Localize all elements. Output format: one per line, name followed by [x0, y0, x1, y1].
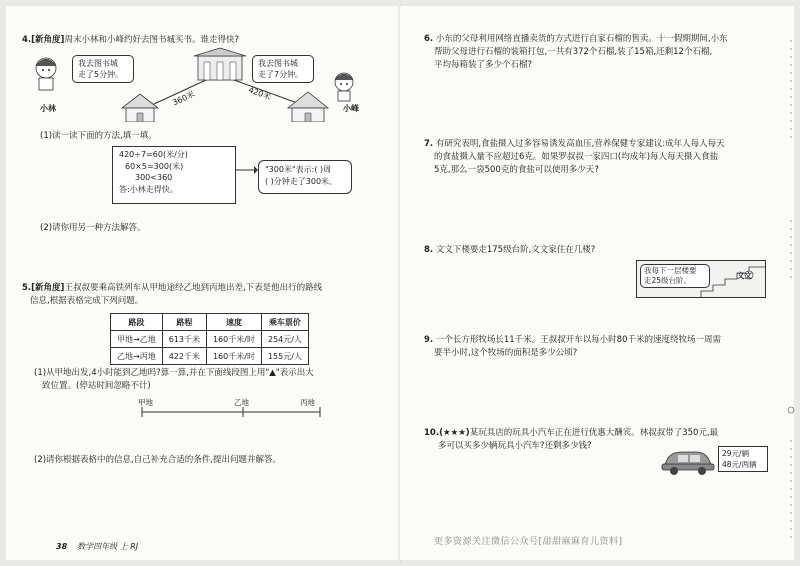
stairs-illustration	[636, 260, 766, 298]
table-row	[111, 348, 309, 365]
table-header: 路段	[111, 314, 163, 331]
question-text-line: 的食盐摄入量不应超过6克。如果罗叔叔一家四口(均成年)每人每天摄入食盐	[434, 152, 719, 162]
table-header-row	[111, 314, 309, 331]
house-right	[288, 92, 328, 122]
table-cell: 613千米	[162, 331, 206, 348]
bubble-feng	[252, 55, 314, 83]
page-edge-marks	[785, 20, 797, 550]
sub-line: 致位置。(停站时间忽略不计)	[42, 381, 151, 391]
segment-diagram	[140, 406, 324, 418]
question-text-line: 某玩具店的玩具小汽车正在进行优惠大酬宾。林叔叔带了350元,最	[469, 428, 719, 438]
question-text-line: 多可以买多少辆玩具小汽车?还剩多少钱?	[438, 441, 592, 451]
table-cell: 160千米/时	[206, 331, 261, 348]
price-single: 29元/辆	[722, 449, 750, 458]
bubble-line: 我去图书城	[258, 59, 298, 68]
table-cell: 甲地→乙地	[111, 331, 163, 348]
method-line: 60×5=300(米)	[125, 161, 184, 171]
question-tag: [新角度]	[31, 283, 65, 293]
fill-blank-box	[258, 160, 352, 194]
distance-left: 360米	[171, 89, 197, 108]
table-cell: 422千米	[162, 348, 206, 365]
price-pair: 48元/两辆	[722, 460, 757, 469]
page-number: 38	[56, 542, 68, 551]
q4-sub1: (1)读一读下面的方法,填一填。	[40, 131, 157, 141]
difficulty-stars: (★★★)	[439, 428, 470, 438]
question-text-line: 信息,根据表格完成下列问题。	[30, 296, 144, 306]
fill-line: "300米"表示:( )周	[265, 165, 332, 174]
line-label-jia: 甲地	[138, 398, 153, 407]
question-6	[424, 33, 776, 72]
q5-sub1	[34, 367, 396, 393]
name-wenwen: 文文	[737, 271, 752, 280]
fill-line: ( )分钟走了300米。	[265, 177, 338, 186]
question-text-line: 小东的父母利用网络直播卖货的方式进行自家石榴的售卖。十一假期期间,小东	[435, 34, 728, 44]
question-number: 7.	[424, 139, 434, 149]
line-label-bing: 丙地	[300, 398, 315, 407]
question-text: 周末小林和小峰约好去图书城买书。谁走得快?	[64, 35, 239, 45]
method-line: 300<360	[135, 173, 173, 182]
library-building	[194, 48, 246, 80]
question-tag: [新角度]	[31, 35, 65, 45]
q5-sub2: (2)请你根据表格中的信息,自己补充合适的条件,提出问题并解答。	[34, 455, 281, 465]
q4-sub2: (2)请你用另一种方法解答。	[40, 223, 146, 233]
boy-feng-figure	[335, 73, 353, 101]
stairs-bubble	[640, 264, 710, 288]
question-9	[424, 334, 776, 360]
book-title: 数学四年级 上 RJ	[77, 542, 139, 551]
price-tag	[718, 446, 768, 472]
line-label-yi: 乙地	[234, 398, 249, 407]
boy-lin-figure	[36, 58, 56, 90]
question-number: 10.	[424, 428, 440, 438]
question-number: 9.	[424, 335, 434, 345]
question-text-line: 平均每箱装了多少个石榴?	[434, 60, 533, 70]
bubble-lin	[72, 55, 134, 83]
toy-car-icon	[660, 446, 716, 476]
question-number: 6.	[424, 34, 434, 44]
table-header: 乘车票价	[261, 314, 308, 331]
question-text: 文文下楼要走175级台阶,文文家住在几楼?	[435, 245, 596, 255]
page-footer-left	[56, 541, 138, 552]
table-cell: 254元/人	[261, 331, 308, 348]
table-row	[111, 331, 309, 348]
distance-right: 420米	[247, 85, 273, 102]
table-header: 速度	[206, 314, 261, 331]
method-line: 答:小林走得快。	[119, 184, 178, 194]
method-box	[112, 146, 236, 204]
house-left	[122, 94, 158, 122]
question-number: 5.	[22, 283, 32, 293]
question-text-line: 要半小时,这个牧场的面积是多少公顷?	[434, 348, 578, 358]
bubble-line: 走了5分钟。	[78, 70, 124, 79]
watermark-footer: 更多资源关注微信公众号[甜甜麻麻育儿资料]	[434, 537, 623, 547]
name-feng: 小峰	[343, 104, 359, 113]
bubble-line: 走了7分钟。	[258, 70, 304, 79]
sub-line: (1)从甲地出发,4小时能到乙地吗?算一算,并在下面线段图上用"▲"表示出大	[34, 368, 314, 378]
bubble-line: 走25级台阶。	[644, 276, 692, 285]
question-number: 4.	[22, 35, 32, 45]
question-text-line: 有研究表明,食盐摄入过多容易诱发高血压,营养保健专家建议:成年人每人每天	[435, 139, 725, 149]
arrow-connector	[236, 160, 258, 180]
question-text-line: 5克,那么一袋500克的食盐可以使用多少天?	[434, 165, 599, 175]
question-text-line: 王叔叔要乘高铁列车从甲地途经乙地到丙地出差,下表是他出行的路线	[64, 283, 323, 293]
name-lin: 小林	[40, 104, 56, 113]
question-text-line: 一个长方形牧场长11千米。王叔叔开车以每小时80千米的速度绕牧场一周需	[435, 335, 721, 345]
question-5	[22, 282, 394, 308]
question-text-line: 帮助父母进行石榴的装箱打包,一共有372个石榴,装了15箱,还剩12个石榴,	[434, 47, 713, 57]
question-number: 8.	[424, 245, 434, 255]
bubble-line: 我去图书城	[78, 59, 118, 68]
table-cell: 160千米/时	[206, 348, 261, 365]
table-cell: 乙地→丙地	[111, 348, 163, 365]
method-line: 420÷7=60(米/分)	[119, 150, 188, 159]
question-8	[424, 244, 724, 257]
question-7	[424, 138, 776, 177]
table-cell: 155元/人	[261, 348, 308, 365]
table-header: 路程	[162, 314, 206, 331]
bubble-line: 我每下一层楼要	[644, 266, 697, 275]
route-table	[110, 313, 309, 365]
